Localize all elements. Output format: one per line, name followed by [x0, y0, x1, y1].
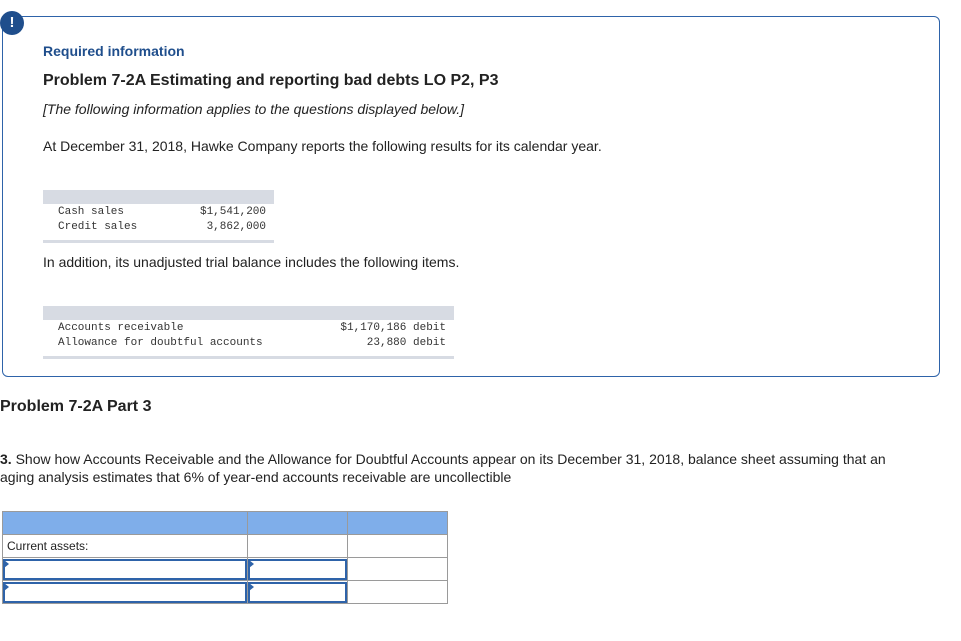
header-cell — [248, 512, 348, 535]
table-row — [43, 204, 274, 219]
table-row — [3, 535, 448, 558]
table-row — [3, 581, 448, 604]
required-information-label: Required information — [43, 43, 185, 59]
answer-cell — [348, 535, 448, 558]
current-assets-label: Current assets: — [3, 535, 248, 558]
answer-cell — [348, 581, 448, 604]
amount-input[interactable] — [248, 582, 347, 603]
row-label: Cash sales — [58, 205, 125, 218]
table-footer-band — [43, 350, 454, 357]
table-row — [3, 558, 448, 581]
table-row — [43, 320, 454, 335]
question-number: 3. — [0, 451, 12, 467]
account-select-cell — [3, 558, 248, 581]
row-value: 3,862,000 — [206, 220, 266, 233]
amount-input[interactable] — [248, 559, 347, 580]
trial-balance-table — [43, 306, 454, 359]
table-header-band — [43, 190, 274, 204]
row-value: $1,170,186 debit — [340, 321, 446, 334]
row-label: Allowance for doubtful accounts — [58, 336, 263, 349]
info-note: [The following information applies to the questions displayed below.] — [43, 101, 465, 117]
sales-table — [43, 190, 274, 243]
row-label: Accounts receivable — [58, 321, 184, 334]
answer-cell — [348, 558, 448, 581]
required-information-panel — [2, 16, 940, 377]
table-header-band — [43, 306, 454, 320]
row-label: Credit sales — [58, 220, 138, 233]
row-value: 23,880 debit — [366, 336, 446, 349]
intro-text: At December 31, 2018, Hawke Company reports the following results for its calendar year. — [43, 138, 602, 154]
amount-cell — [248, 558, 348, 581]
part-title: Problem 7-2A Part 3 — [0, 398, 152, 415]
row-value: $1,541,200 — [199, 205, 266, 218]
account-input[interactable] — [3, 559, 247, 580]
account-select-cell — [3, 581, 248, 604]
table-row — [43, 335, 454, 350]
answer-cell — [248, 535, 348, 558]
amount-cell — [248, 581, 348, 604]
table-footer-band — [43, 234, 274, 241]
header-cell — [3, 512, 248, 535]
table-row — [43, 219, 274, 234]
alert-icon: ! — [0, 11, 24, 35]
answer-table — [2, 511, 448, 604]
question-text — [0, 450, 900, 486]
question-body: Show how Accounts Receivable and the Allowance for Doubtful Accounts appear on its December 31, 2018, balance sheet assuming that an aging analysis estimates that 6% of year-end accounts receivable are uncollectible — [0, 451, 886, 485]
problem-title: Problem 7-2A Estimating and reporting bad debts LO P2, P3 — [43, 72, 499, 89]
answer-table-header — [3, 512, 448, 535]
trial-balance-intro: In addition, its unadjusted trial balance includes the following items. — [43, 254, 460, 270]
account-input[interactable] — [3, 582, 247, 603]
header-cell — [348, 512, 448, 535]
